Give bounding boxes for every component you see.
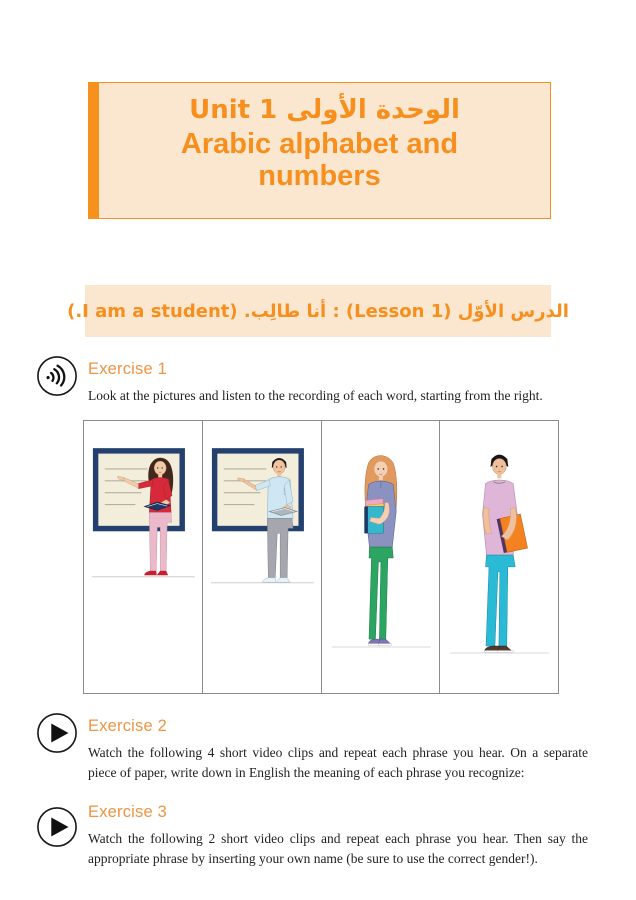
picture-panel-1 bbox=[83, 420, 203, 694]
exercise-2-heading: Exercise 2 bbox=[88, 717, 168, 735]
female-teacher-illustration bbox=[84, 421, 202, 693]
exercise-3-instructions: Watch the following 2 short video clips and repeat each phrase you hear. Then say the appropriate phrase by inserting your own name (be sure to use the correct gender!). bbox=[88, 831, 588, 866]
audio-icon[interactable] bbox=[36, 355, 78, 397]
picture-panel-4 bbox=[439, 420, 559, 694]
exercise-3-heading: Exercise 3 bbox=[88, 803, 168, 821]
picture-panel-strip bbox=[83, 420, 559, 694]
male-teacher-illustration bbox=[203, 421, 321, 693]
exercise-3-section bbox=[36, 798, 602, 868]
play-icon[interactable] bbox=[36, 712, 78, 754]
play-icon[interactable] bbox=[36, 806, 78, 848]
unit-header-accent-bar bbox=[89, 83, 99, 218]
exercise-1-section bbox=[36, 355, 602, 406]
exercise-1-heading: Exercise 1 bbox=[88, 360, 168, 378]
lesson-title: الدرس الأوّل (Lesson 1) : أنا طالِب. (I am a student.) bbox=[67, 300, 569, 322]
exercise-1-instructions: Look at the pictures and listen to the recording of each word, starting from the right. bbox=[88, 388, 543, 403]
lesson-banner bbox=[67, 285, 569, 337]
unit-subtitle: Arabic alphabet and numbers bbox=[180, 128, 459, 192]
exercise-2-content bbox=[88, 712, 602, 782]
picture-panel-2 bbox=[202, 420, 322, 694]
male-student-illustration bbox=[440, 421, 558, 693]
exercise-1-content bbox=[88, 355, 602, 406]
picture-panel-3 bbox=[321, 420, 441, 694]
unit-header bbox=[88, 82, 551, 219]
unit-title: الوحدة الأولى Unit 1 bbox=[189, 95, 460, 125]
female-student-illustration bbox=[322, 421, 440, 693]
exercise-3-content bbox=[88, 798, 602, 868]
exercise-2-section bbox=[36, 712, 602, 782]
exercise-2-instructions: Watch the following 4 short video clips and repeat each phrase you hear. On a separate piece of paper, write down in English the meaning of each phrase you recognize: bbox=[88, 745, 588, 780]
